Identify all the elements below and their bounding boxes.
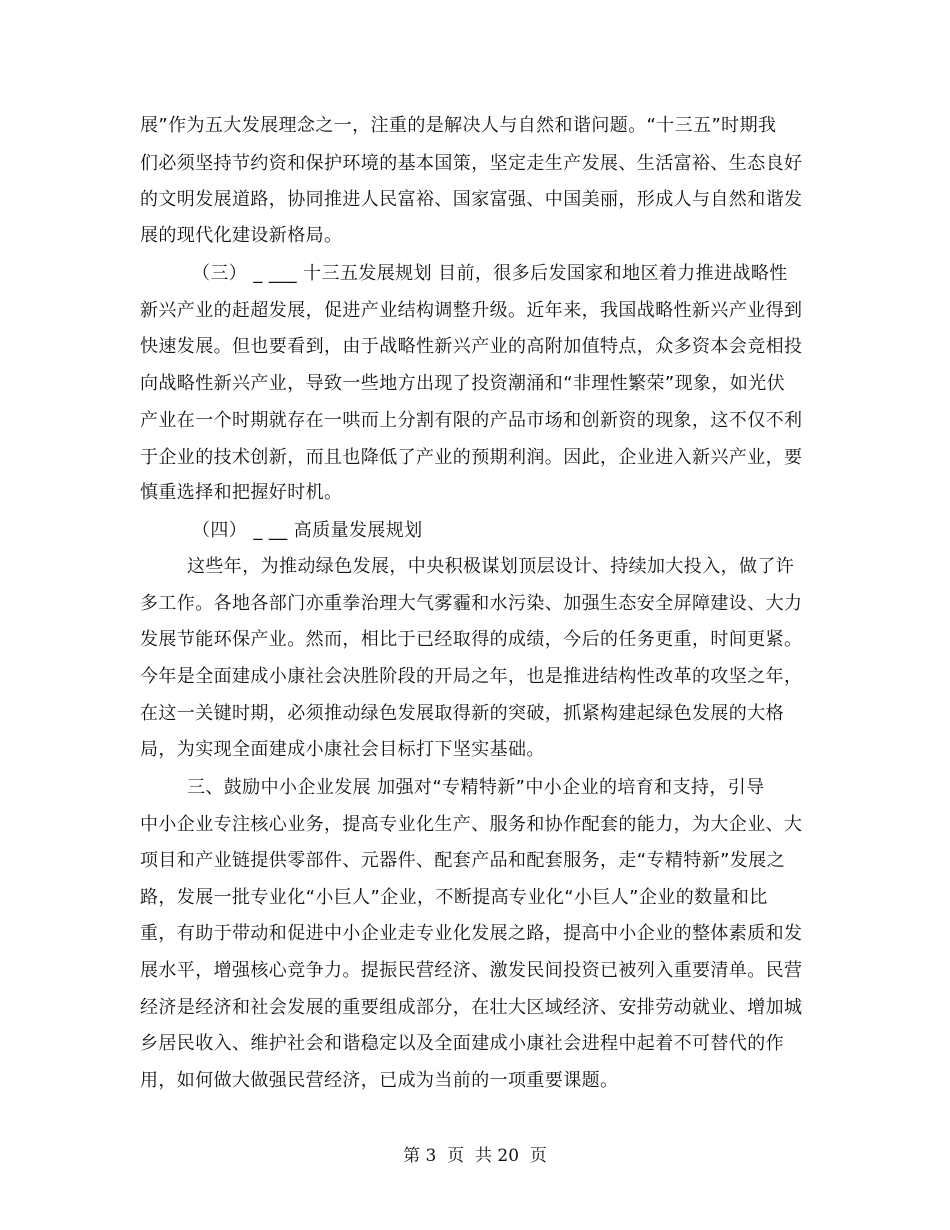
body-text-line: 展水平，增强核心竞争力。提振民营经济、激发民间投资已被列入重要清单。民营	[140, 960, 803, 981]
page-number-footer: 第 3 页 共 20 页	[403, 1146, 547, 1166]
body-text-line: 展”作为五大发展理念之一，注重的是解决人与自然和谐问题。“十三五”时期我	[140, 115, 777, 136]
section-heading: （四） _ __ 高质量发展规划	[192, 520, 423, 541]
section-heading: 三、鼓励中小企业发展 加强对“专精特新”中小企业的培育和支持，引导	[187, 777, 765, 798]
body-text-line: 产业在一个时期就存在一哄而上分割有限的产品市场和创新资的现象，这不仅不利	[140, 410, 803, 431]
body-text-line: 这些年，为推动绿色发展，中央积极谋划顶层设计、持续加大投入，做了许	[187, 556, 795, 577]
body-text-line: 重，有助于带动和促进中小企业走专业化发展之路，提高中小企业的整体素质和发	[140, 923, 803, 944]
body-text-line: 展的现代化建设新格局。	[140, 225, 343, 246]
body-text-line: 中小企业专注核心业务，提高专业化生产、服务和协作配套的能力，为大企业、大	[140, 814, 803, 835]
body-text-line: 新兴产业的赶超发展，促进产业结构调整升级。近年来，我国战略性新兴产业得到	[140, 300, 803, 321]
body-text-line: 在这一关键时期，必须推动绿色发展取得新的突破，抓紧构建起绿色发展的大格	[140, 703, 784, 724]
section-heading: （三） _ ___ 十三五发展规划 目前，很多后发国家和地区着力推进战略性	[192, 263, 788, 284]
body-text-line: 路，发展一批专业化“小巨人”企业，不断提高专业化“小巨人”企业的数量和比	[140, 887, 768, 908]
body-text-line: 发展节能环保产业。然而，相比于已经取得的成绩，今后的任务更重，时间更紧。	[140, 629, 803, 650]
body-text-line: 的文明发展道路，协同推进人民富裕、国家富强、中国美丽，形成人与自然和谐发	[140, 189, 803, 210]
body-text-line: 经济是经济和社会发展的重要组成部分，在壮大区域经济、安排劳动就业、增加城	[140, 997, 803, 1018]
body-text-line: 局，为实现全面建成小康社会目标打下坚实基础。	[140, 739, 545, 760]
body-text-line: 们必须坚持节约资和保护环境的基本国策，坚定走生产发展、生活富裕、生态良好	[140, 153, 803, 174]
body-text-line: 于企业的技术创新，而且也降低了产业的预期利润。因此，企业进入新兴产业，要	[140, 447, 803, 468]
body-text-line: 快速发展。但也要看到，由于战略性新兴产业的高附加值特点，众多资本会竞相投	[140, 336, 803, 357]
body-text-line: 乡居民收入、维护社会和谐稳定以及全面建成小康社会进程中起着不可替代的作	[140, 1033, 784, 1054]
body-text-line: 向战略性新兴产业，导致一些地方出现了投资潮涌和“非理性繁荣”现象，如光伏	[140, 373, 786, 394]
body-text-line: 今年是全面建成小康社会决胜阶段的开局之年，也是推进结构性改革的攻坚之年，	[140, 666, 803, 687]
body-text-line: 项目和产业链提供零部件、元器件、配套产品和配套服务，走“专精特新”发展之	[140, 850, 786, 871]
body-text-line: 多工作。各地各部门亦重拳治理大气雾霾和水污染、加强生态安全屏障建设、大力	[140, 593, 803, 614]
body-text-line: 用，如何做大做强民营经济，已成为当前的一项重要课题。	[140, 1070, 619, 1091]
body-text-line: 慎重选择和把握好时机。	[140, 482, 343, 503]
